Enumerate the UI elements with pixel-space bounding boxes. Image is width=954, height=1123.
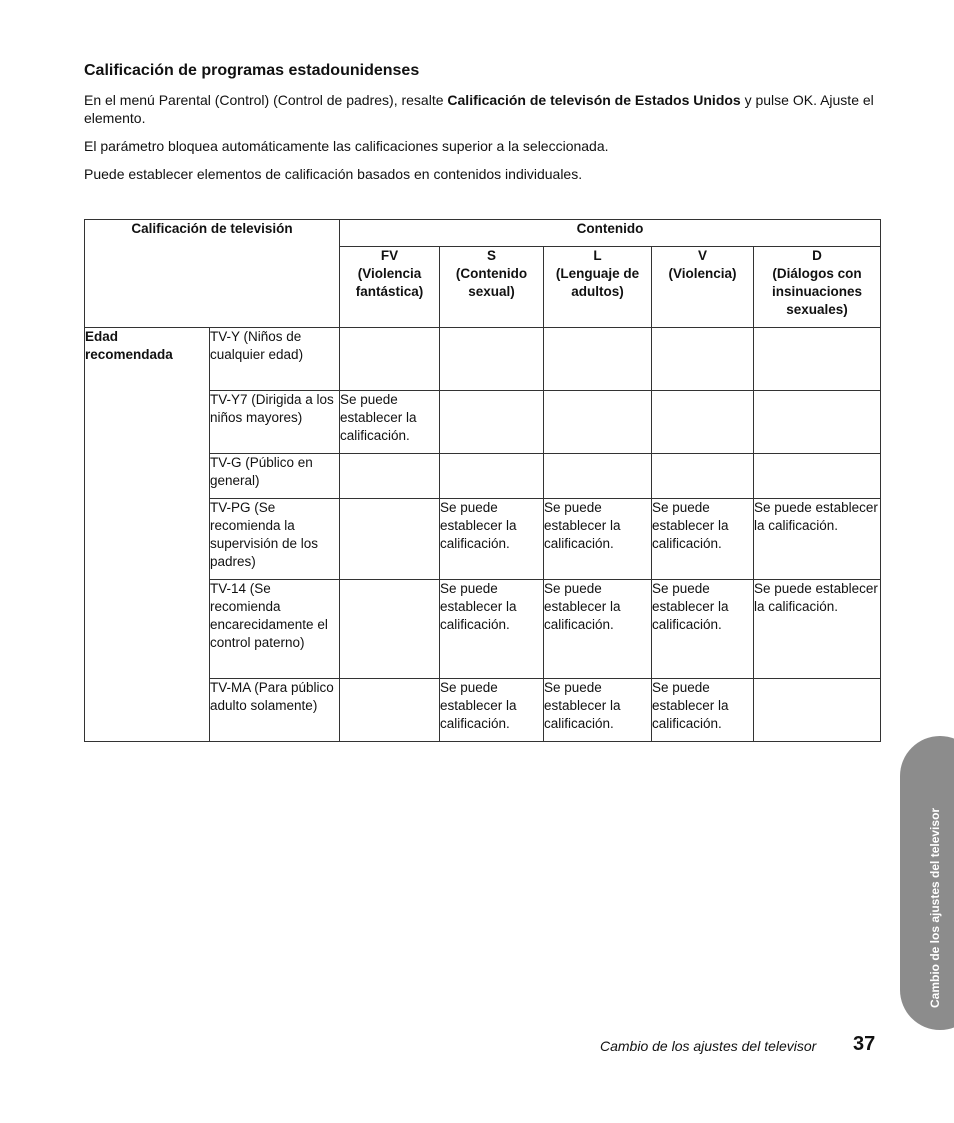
footer-chapter-title: Cambio de los ajustes del televisor [600,1038,817,1054]
table-cell: Se puede establecer la calificación. [652,679,754,742]
table-cell [544,391,652,454]
column-code: FV [380,248,399,263]
table-cell: Se puede establecer la calificación. [754,499,881,580]
chapter-side-tab-label: Cambio de los ajustes del televisor [928,807,942,1008]
table-cell [440,328,544,391]
column-code: S [486,248,496,263]
table-cell: Se puede establecer la calificación. [544,580,652,679]
rating-tv-pg: TV-PG (Se recomienda la supervisión de los padres) [210,499,340,580]
column-code: V [697,248,707,263]
table-cell [340,679,440,742]
column-header-fv [340,247,440,328]
column-code: L [593,248,602,263]
table-cell [544,454,652,499]
table-cell [340,499,440,580]
table-cell [544,328,652,391]
table-cell: Se puede establecer la calificación. [440,499,544,580]
rating-tv-y7: TV-Y7 (Dirigida a los niños mayores) [210,391,340,454]
table-row [85,328,881,391]
table-cell: Se puede establecer la calificación. [440,580,544,679]
table-cell [652,454,754,499]
table-cell [340,580,440,679]
table-cell: Se puede establecer la calificación. [340,391,440,454]
ratings-table [84,219,881,742]
column-desc: (Contenido sexual) [455,266,528,299]
column-desc: (Violencia fantástica) [355,266,424,299]
intro-p1-suffix: y pulse OK. Ajuste el elemento. [84,92,874,126]
table-cell [754,679,881,742]
rating-tv-14: TV-14 (Se recomienda encarecidamente el control paterno) [210,580,340,679]
intro-paragraph-1 [84,91,884,127]
column-header-v [652,247,754,328]
rating-tv-g: TV-G (Público en general) [210,454,340,499]
column-header-l [544,247,652,328]
column-header-s [440,247,544,328]
content-header: Contenido [340,220,881,247]
table-cell: Se puede establecer la calificación. [652,580,754,679]
column-desc: (Lenguaje de adultos) [555,266,640,299]
column-desc: (Violencia) [668,266,737,281]
intro-p1-bold: Calificación de televisón de Estados Unidos [447,92,741,108]
section-title: Calificación de programas estadounidenses [84,62,420,79]
intro-paragraph-3: Puede establecer elementos de calificación basados en contenidos individuales. [84,166,583,182]
table-cell: Se puede establecer la calificación. [544,499,652,580]
age-group-label: Edad recomendada [85,328,210,742]
table-cell [440,391,544,454]
table-cell [652,391,754,454]
column-code: D [812,248,822,263]
table-header-row-1 [85,220,881,247]
table-cell [754,391,881,454]
rating-tv-ma: TV-MA (Para público adulto solamente) [210,679,340,742]
rating-tv-y: TV-Y (Niños de cualquier edad) [210,328,340,391]
column-header-d [754,247,881,328]
table-cell [652,328,754,391]
table-cell [440,454,544,499]
table-cell [754,454,881,499]
chapter-side-tab [900,736,954,1030]
table-cell [340,454,440,499]
table-cell: Se puede establecer la calificación. [544,679,652,742]
table-cell [340,328,440,391]
table-cell [754,328,881,391]
column-desc: (Diálogos con insinuaciones sexuales) [771,266,863,317]
table-cell: Se puede establecer la calificación. [440,679,544,742]
rating-column-header: Calificación de televisión [85,220,340,328]
intro-p1-prefix: En el menú Parental (Control) (Control de padres), resalte [84,92,448,108]
table-cell: Se puede establecer la calificación. [652,499,754,580]
table-cell: Se puede establecer la calificación. [754,580,881,679]
intro-paragraph-2: El parámetro bloquea automáticamente las calificaciones superior a la seleccionada. [84,138,609,154]
page-number: 37 [853,1033,876,1055]
